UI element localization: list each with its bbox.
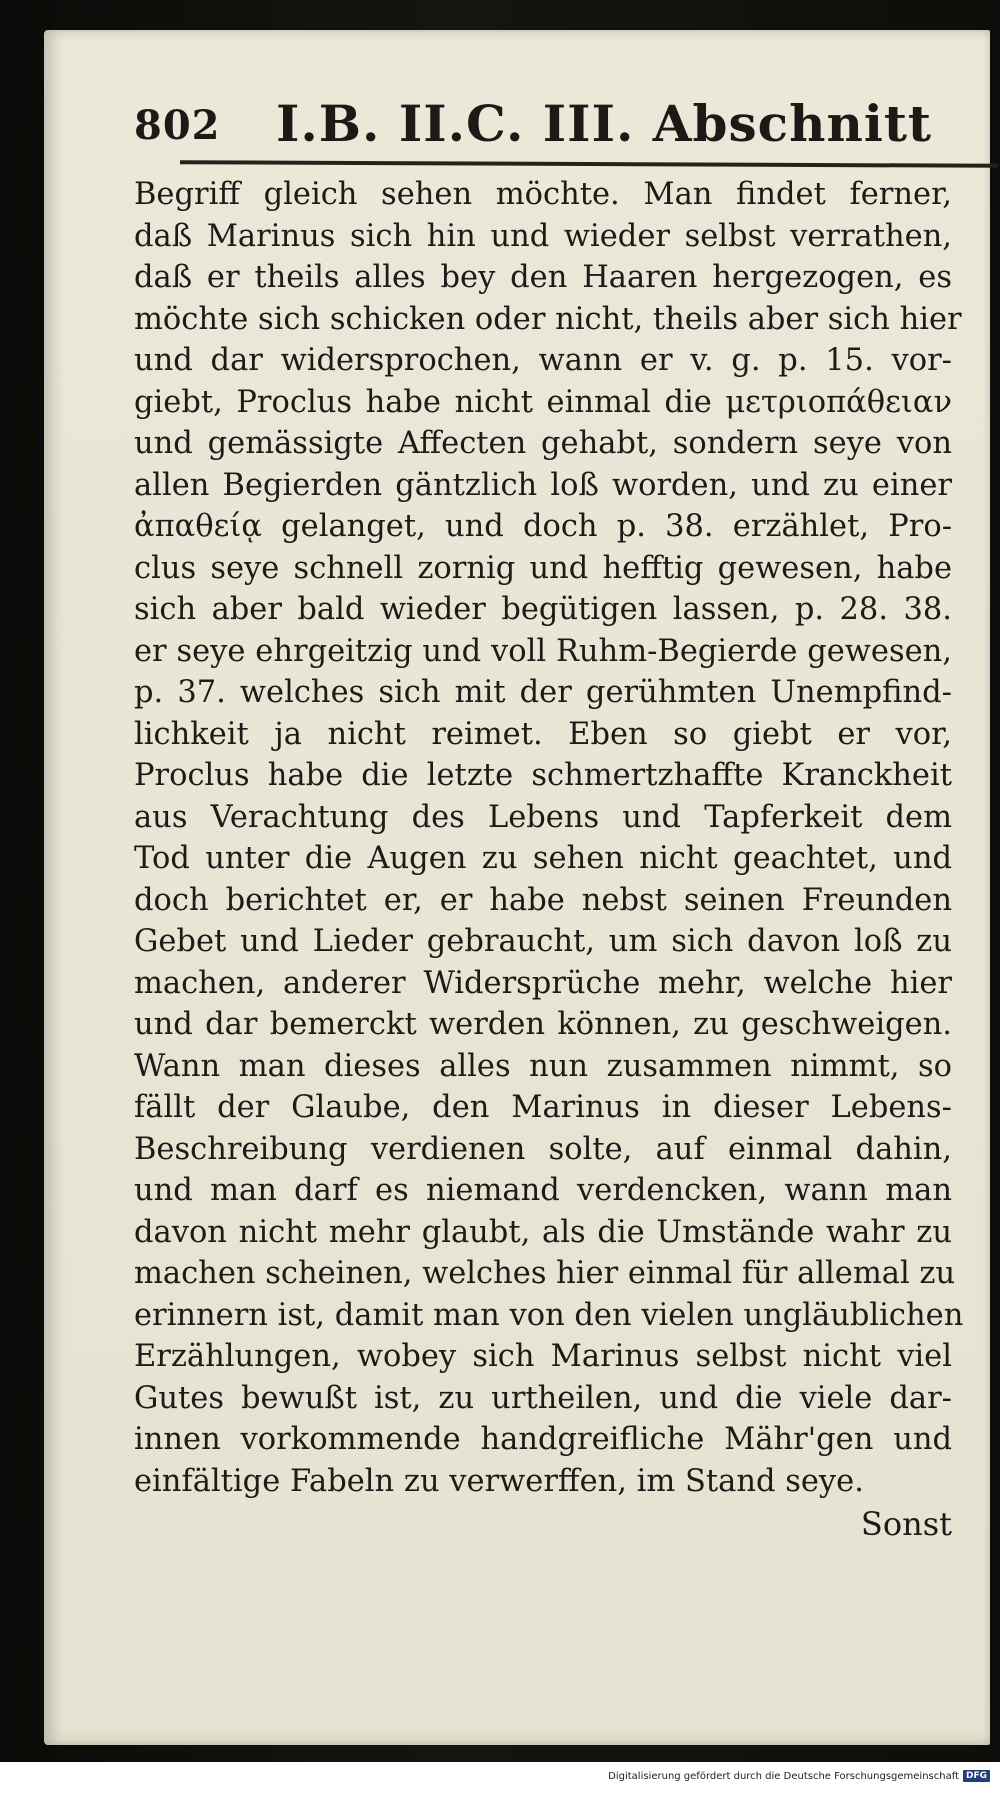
text-line: innen vorkommende handgreifliche Mähr'gen und bbox=[134, 1422, 952, 1457]
text-line: Gebet und Lieder gebraucht, um sich davon loß zu bbox=[134, 924, 952, 959]
text-line: daß Marinus sich hin und wieder selbst verrathen, bbox=[134, 218, 952, 254]
text-line: aus Verachtung des Lebens und Tapferkeit dem bbox=[134, 799, 952, 835]
text-line: p. 37. welches sich mit der gerühmten Unempfind- bbox=[134, 675, 952, 710]
text-line: Erzählungen, wobey sich Marinus selbst nicht viel bbox=[134, 1339, 952, 1374]
page-number: 802 bbox=[134, 102, 221, 149]
text-line: und dar widersprochen, wann er v. g. p. 15. vor- bbox=[134, 343, 952, 378]
text-line: möchte sich schicken oder nicht, theils aber sich hier bbox=[134, 301, 962, 337]
text-line: er seye ehrgeitzig und voll Ruhm-Begierde gewesen, bbox=[134, 633, 952, 669]
page-content bbox=[134, 88, 996, 1546]
text-line: ἀπαθείᾳ gelanget, und doch p. 38. erzählet, Pro- bbox=[134, 509, 952, 544]
text-line: fällt der Glaube, den Marinus in dieser Lebens- bbox=[134, 1090, 952, 1125]
text-line: allen Begierden gäntzlich loß worden, und zu einer bbox=[134, 467, 952, 503]
text-line: und gemässigte Affecten gehabt, sondern seye von bbox=[134, 426, 952, 461]
text-line: Beschreibung verdienen solte, auf einmal dahin, bbox=[134, 1131, 952, 1167]
catchword: Sonst bbox=[860, 1505, 952, 1543]
digitization-credit bbox=[608, 1770, 990, 1782]
text-line: Begriff gleich sehen möchte. Man findet ferner, bbox=[134, 177, 952, 212]
body-text bbox=[134, 174, 964, 1546]
dfg-logo: DFG bbox=[963, 1770, 990, 1782]
text-line: clus seye schnell zornig und hefftig gewesen, habe bbox=[134, 550, 952, 586]
book-page bbox=[44, 30, 990, 1745]
text-line: daß er theils alles bey den Haaren hergezogen, es bbox=[134, 260, 952, 295]
section-title: I.B. II.C. III. Abschnitt bbox=[276, 94, 933, 153]
text-line: lichkeit ja nicht reimet. Eben so giebt er vor, bbox=[134, 716, 952, 752]
text-line: einfältige Fabeln zu verwerffen, im Stand seye. bbox=[134, 1463, 864, 1499]
text-line: und dar bemerckt werden können, zu geschweigen. bbox=[134, 1007, 952, 1042]
text-line: erinnern ist, damit man von den vielen ungläublichen bbox=[134, 1297, 964, 1333]
text-line: davon nicht mehr glaubt, als die Umstände wahr zu bbox=[134, 1214, 952, 1250]
text-line: Proclus habe die letzte schmertzhaffte Kranckheit bbox=[134, 758, 952, 793]
text-line: Gutes bewußt ist, zu urtheilen, und die viele dar- bbox=[134, 1380, 952, 1416]
running-head bbox=[134, 88, 996, 153]
text-line: Tod unter die Augen zu sehen nicht geachtet, und bbox=[134, 841, 952, 876]
text-line: und man darf es niemand verdencken, wann man bbox=[134, 1173, 952, 1208]
text-line: giebt, Proclus habe nicht einmal die μετριοπάθειαν bbox=[134, 384, 952, 420]
text-line: machen, anderer Widersprüche mehr, welche hier bbox=[134, 965, 952, 1001]
text-line: doch berichtet er, er habe nebst seinen Freunden bbox=[134, 882, 952, 918]
text-line: machen scheinen, welches hier einmal für allemal zu bbox=[134, 1256, 956, 1291]
text-line: sich aber bald wieder begütigen lassen, p. 28. 38. bbox=[134, 592, 952, 627]
header-rule bbox=[180, 160, 998, 168]
credit-text: Digitalisierung gefördert durch die Deutsche Forschungsgemeinschaft bbox=[608, 1770, 959, 1782]
text-line: Wann man dieses alles nun zusammen nimmt, so bbox=[134, 1048, 952, 1084]
